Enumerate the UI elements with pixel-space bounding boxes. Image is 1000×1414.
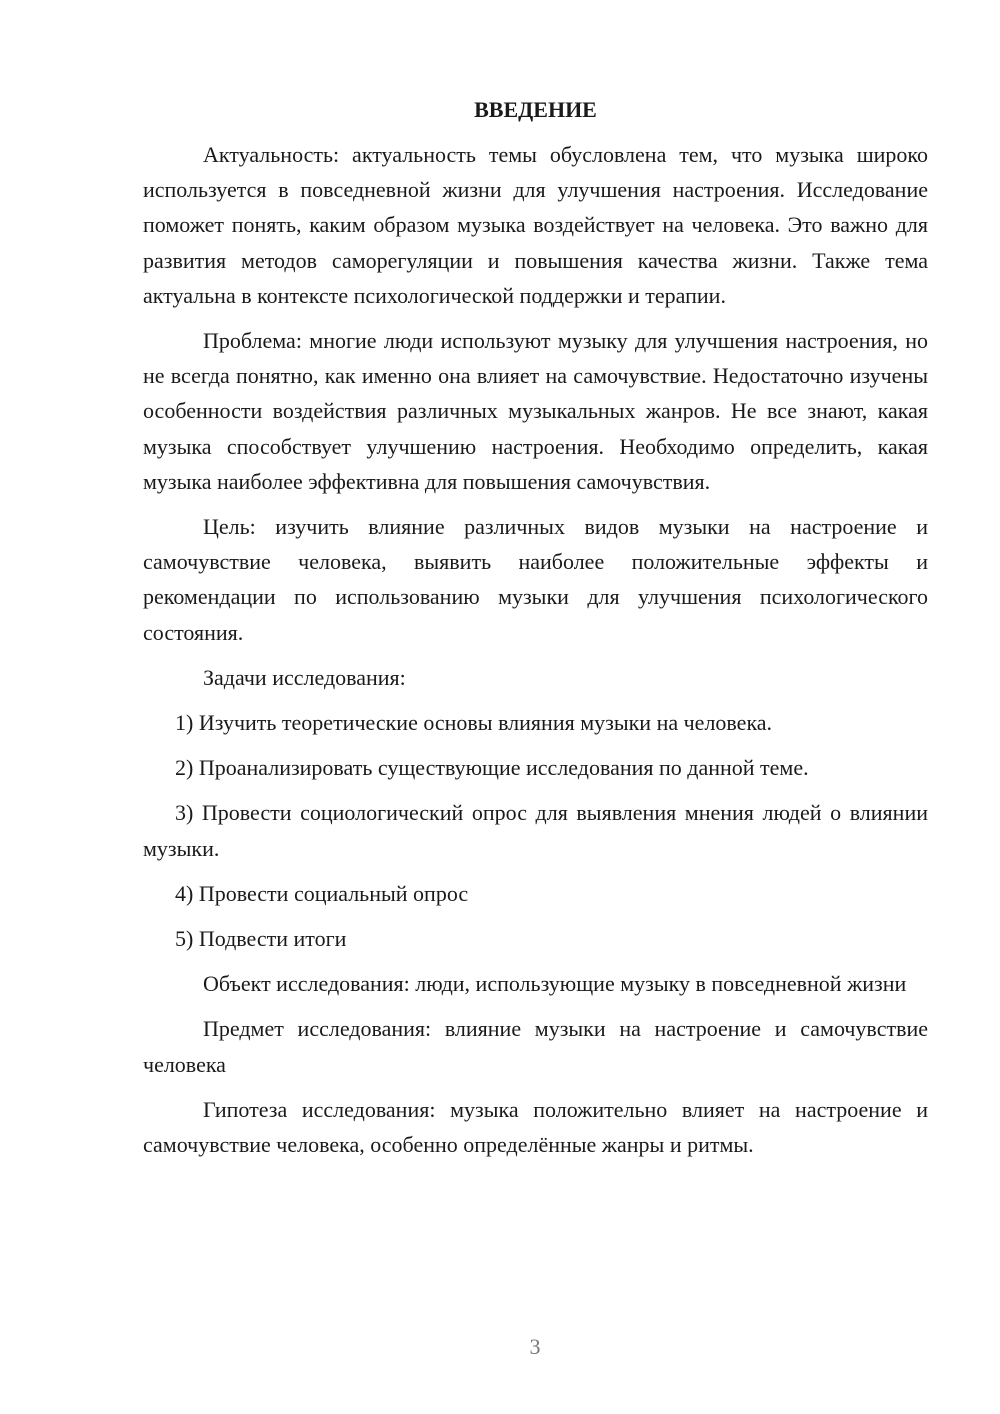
paragraph-problem: Проблема: многие люди используют музыку для улучшения настроения, но не всегда понятно, как именно она влияет на самочувствие. Недостаточно изучены особенности воздействия различных музыкальных жанров. Не все знают, какая музыка способствует улучшению настроения. Необходимо определить, какая музыка наиболее эффективна для повышения самочувствия. — [143, 328, 928, 494]
task-item-4: 4) Провести социальный опрос — [175, 880, 469, 906]
paragraph-relevance: Актуальность: актуальность темы обусловлена тем, что музыка широко используется в повседневной жизни для улучшения настроения. Исследование поможет понять, каким образом музыка воздействует на человека. Это важно для развития методов саморегуляции и повышения качества жизни. Также тема актуальна в контексте психологической поддержки и терапии. — [143, 142, 928, 308]
section-heading: ВВЕДЕНИЕ — [474, 97, 597, 122]
paragraph-subject: Предмет исследования: влияние музыки на настроение и самочувствие человека — [143, 1016, 928, 1077]
page-content — [143, 92, 928, 1172]
task-item-5: 5) Подвести итоги — [175, 926, 347, 952]
paragraph-tasks-title: Задачи исследования: — [203, 664, 406, 690]
task-item-1: 1) Изучить теоретические основы влияния музыки на человека. — [175, 710, 773, 736]
paragraph-object: Объект исследования: люди, использующие музыку в повседневной жизни — [203, 971, 907, 997]
task-item-3: 3) Провести социологический опрос для выявления мнения людей о влиянии музыки. — [143, 800, 928, 861]
page-number: 3 — [529, 1334, 541, 1359]
task-item-2: 2) Проанализировать существующие исследования по данной теме. — [175, 755, 809, 781]
paragraph-goal: Цель: изучить влияние различных видов музыки на настроение и самочувствие человека, выявить наиболее положительные эффекты и рекомендации по использованию музыки для улучшения психологического состояния. — [143, 514, 928, 645]
paragraph-hypothesis: Гипотеза исследования: музыка положительно влияет на настроение и самочувствие человека, особенно определённые жанры и ритмы. — [143, 1096, 928, 1158]
